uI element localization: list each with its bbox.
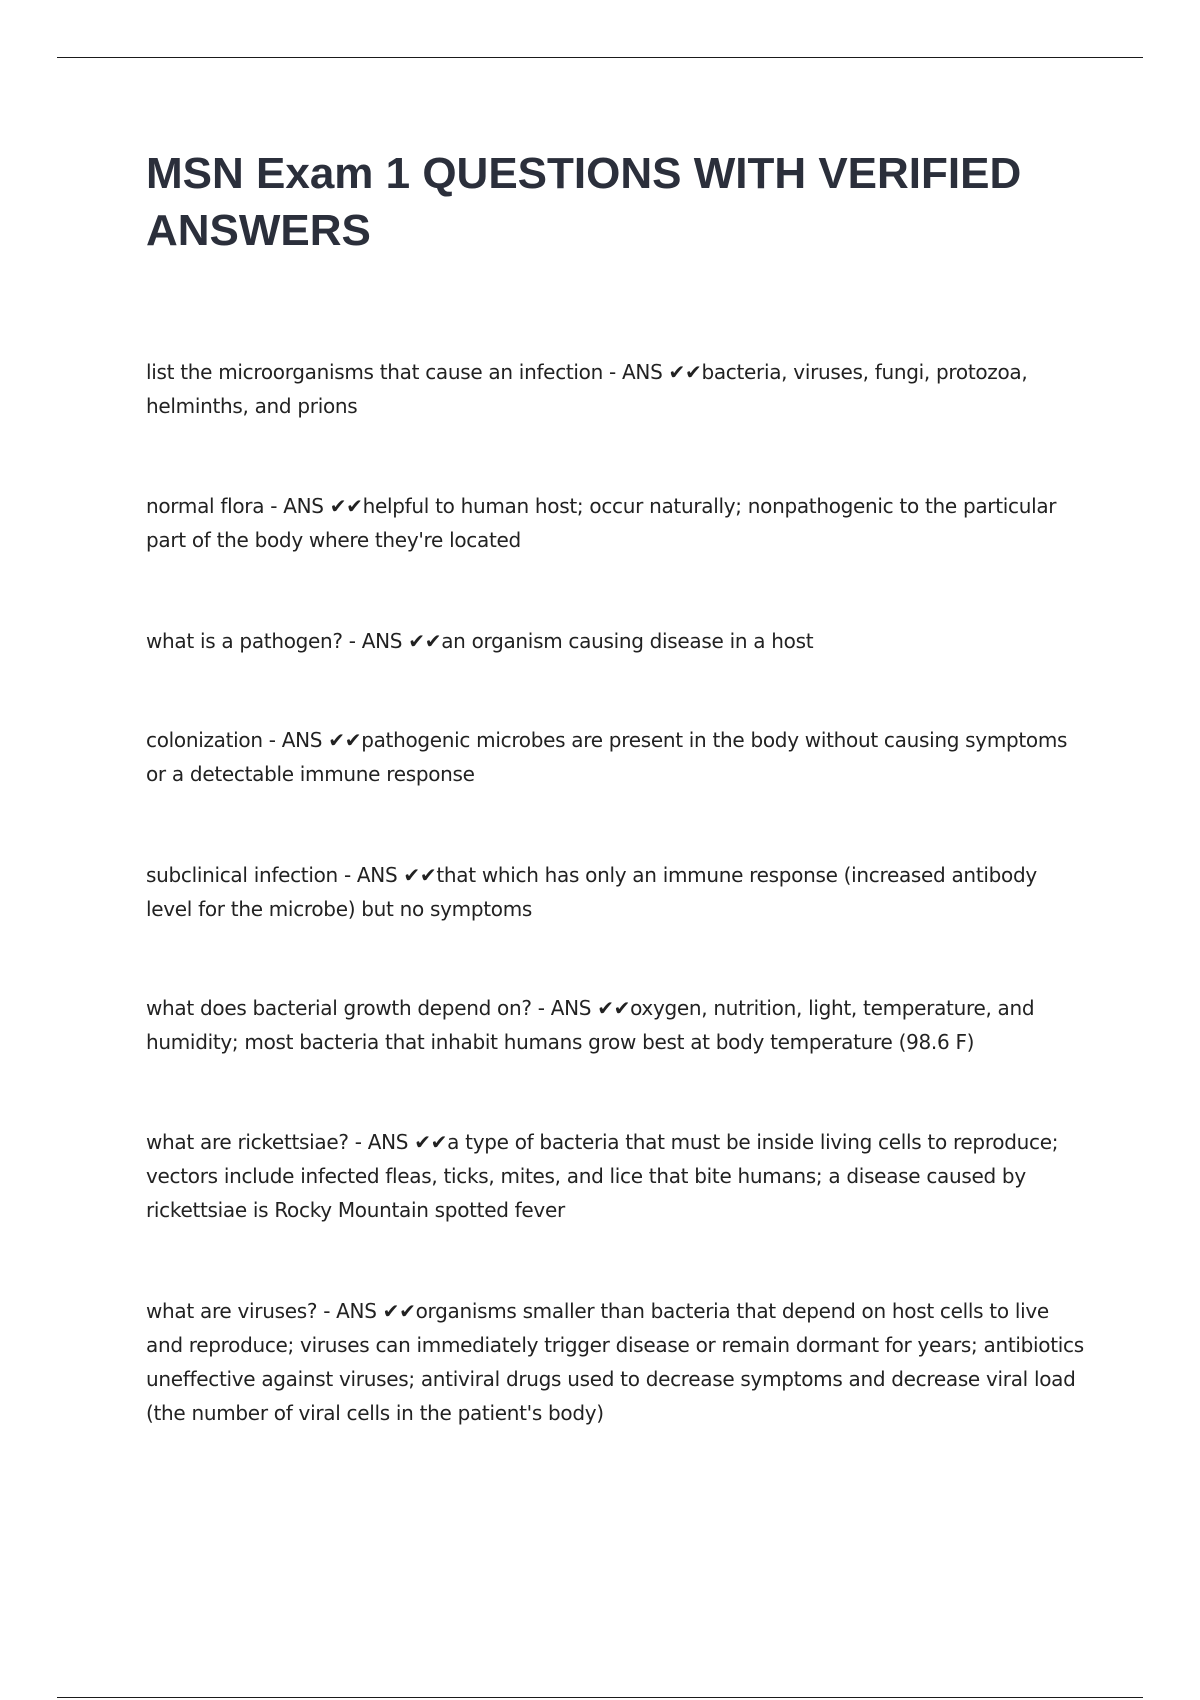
answer-text: bacteria, viruses, fungi, protozoa, helminths, and prions — [146, 360, 1034, 418]
top-rule — [57, 57, 1143, 58]
qa-item — [146, 723, 1086, 791]
answer-separator: - ANS — [531, 996, 598, 1020]
answer-separator: - ANS — [603, 360, 669, 384]
answer-separator: - ANS — [348, 1130, 415, 1154]
answer-text: organisms smaller than bacteria that depend on host cells to live and reproduce; viruses can immediately trigger disease or remain dormant for years; antibiotics uneffective against viruses; antiviral drugs used to decrease symptoms and decrease viral load (the number of viral cells in the patient's body) — [146, 1299, 1090, 1425]
check-marks-icon: ✔✔ — [408, 629, 442, 653]
question-text: what is a pathogen? — [146, 629, 343, 653]
answer-text: an organism causing disease in a host — [441, 629, 814, 653]
question-text: what are viruses? — [146, 1299, 318, 1323]
answer-text: a type of bacteria that must be inside living cells to reproduce; vectors include infected fleas, ticks, mites, and lice that bite humans; a disease caused by rickettsiae is Rocky Mountain spotted fever — [146, 1130, 1065, 1222]
qa-item — [146, 1294, 1090, 1430]
answer-separator: - ANS — [264, 494, 330, 518]
question-text: list the microorganisms that cause an infection — [146, 360, 603, 384]
check-marks-icon: ✔✔ — [403, 863, 437, 887]
answer-separator: - ANS — [337, 863, 404, 887]
question-text: subclinical infection — [146, 863, 338, 887]
answer-text: oxygen, nutrition, light, temperature, and humidity; most bacteria that inhabit humans grow best at body temperature (98.6 F) — [146, 996, 1041, 1054]
answer-text: that which has only an immune response (increased antibody level for the microbe) but no symptoms — [146, 863, 1043, 921]
answer-separator: - ANS — [317, 1299, 383, 1323]
check-marks-icon: ✔✔ — [382, 1299, 416, 1323]
question-text: colonization — [146, 728, 263, 752]
qa-item — [146, 991, 1086, 1059]
check-marks-icon: ✔✔ — [668, 360, 702, 384]
question-text: normal flora — [146, 494, 265, 518]
answer-text: helpful to human host; occur naturally; nonpathogenic to the particular part of the body where they're located — [146, 494, 1063, 552]
qa-item — [146, 624, 1086, 658]
bottom-rule — [57, 1697, 1143, 1698]
answer-text: pathogenic microbes are present in the body without causing symptoms or a detectable immune response — [146, 728, 1074, 786]
qa-item — [146, 858, 1086, 926]
check-marks-icon: ✔✔ — [414, 1130, 448, 1154]
check-marks-icon: ✔✔ — [597, 996, 631, 1020]
question-text: what does bacterial growth depend on? — [146, 996, 532, 1020]
answer-separator: - ANS — [262, 728, 329, 752]
check-marks-icon: ✔✔ — [328, 728, 362, 752]
question-text: what are rickettsiae? — [146, 1130, 349, 1154]
qa-item — [146, 489, 1086, 557]
qa-item — [146, 1125, 1086, 1227]
qa-item — [146, 355, 1086, 423]
answer-separator: - ANS — [342, 629, 409, 653]
document-title: MSN Exam 1 QUESTIONS WITH VERIFIED ANSWERS — [146, 149, 1022, 255]
check-marks-icon: ✔✔ — [329, 494, 363, 518]
